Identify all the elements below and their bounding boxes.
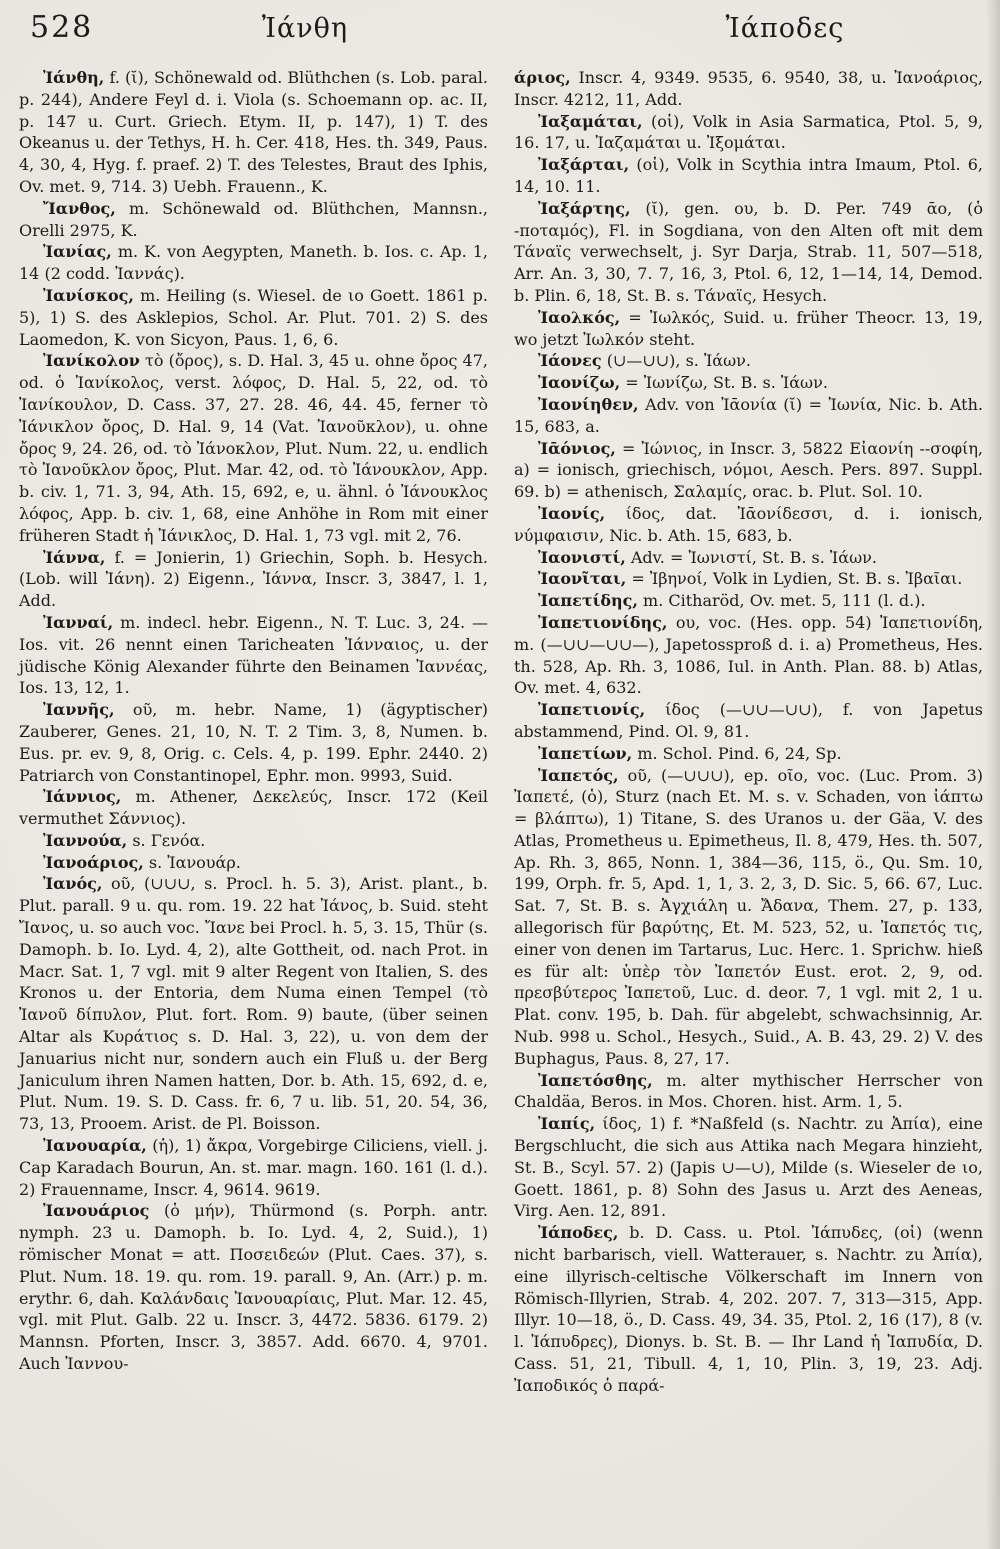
entry-body: ίδος, 1) f. *Naßfeld (s. Nachtr. zu Ἀπία), eine Bergschlucht, die sich aus Attika nach Megara hinzieht, St. B., Scyl. 57. 2) (Japis ∪—∪), Milde (s. Wieseler de ιο, Goett. 1861, p. 8) Sohn des Jasus u. Arzt des Aeneas, Virg. Aen. 12, 891. (514, 1114, 983, 1221)
entry-body: m. Citharöd, Ov. met. 5, 111 (l. d.). (637, 591, 926, 611)
entry-headword: Ἰαονῖται, (538, 569, 627, 589)
entry-headword: Ἰαννούα, (43, 830, 128, 850)
entry-body: οῦ, m. hebr. Name, 1) (ägyptischer) Zauberer, Genes. 21, 10, N. T. 2 Tim. 3, 8, Numen. b. Eus. pr. ev. 9, 8, Orig. c. Cels. 4, p. 199. Ephr. 2440. 2) Patriarch von Constantinopel, Ephr. mon. 9993, Suid. (19, 700, 488, 785)
entry-headword: Ἰαπετιονίς, (538, 700, 646, 720)
entry-headword: Ἰάννα, (43, 547, 106, 567)
entry-body: = Ἰώνιος, in Inscr. 3, 5822 Εἰαονίη --σοφίη, a) = ionisch, griechisch, νόμοι, Aesch. Pers. 897. Suppl. 69. b) = athenisch, Σαλαμίς, orac. b. Plut. Sol. 10. (514, 438, 983, 502)
entry-headword: Ἴανθος, (43, 198, 116, 218)
dictionary-entry (514, 154, 983, 198)
entry-body: m. K. von Aegypten, Maneth. b. Ios. c. Ap. 1, 14 (2 codd. Ἰαννάς). (19, 242, 488, 284)
entry-headword: Ἰαπετός, (538, 765, 619, 785)
dictionary-entry (514, 350, 983, 372)
dictionary-entry (514, 1113, 983, 1222)
entry-headword: Ἰανίσκος, (43, 285, 134, 305)
entry-headword: Ἰανουαρία, (43, 1136, 147, 1156)
entry-headword: Ἰανίας, (43, 242, 112, 262)
entry-headword: Ἰανός, (43, 874, 103, 894)
dictionary-entry (514, 503, 983, 547)
entry-body: (ὁ μήν), Thürmond (s. Porph. antr. nymph. 23 u. Damoph. b. Io. Lyd. 4, 2, Suid.), 1) römischer Monat = att. Ποσειδεών (Plut. Caes. 37), s. Plut. Num. 18. 19. qu. rom. 19. parall. 9, An. (Arr.) p. m. erythr. 6, dah. Καλάνδαις Ἰανουαρίαις, Plut. Mar. 12. 45, vgl. mit Plut. Galb. 22 u. Inscr. 3, 4472. 5836. 6179. 2) Mannsn. Pforten, Inscr. 3, 3857. Add. 6670. 4, 9701. Auch Ἰαννου- (19, 1201, 488, 1374)
dictionary-entry (19, 547, 488, 612)
page-body (0, 45, 1000, 1397)
entry-headword: Ἰαπίς, (538, 1114, 596, 1134)
entry-headword: Ἰαπετίων, (538, 743, 633, 763)
dictionary-entry (514, 372, 983, 394)
dictionary-entry (514, 743, 983, 765)
dictionary-entry (514, 394, 983, 438)
dictionary-entry (514, 307, 983, 351)
entry-body: οῦ, (∪∪∪, s. Procl. h. 5. 3), Arist. plant., b. Plut. parall. 9 u. qu. rom. 19. 22 hat Ἰάνος, b. Suid. steht Ἴανος, u. so auch voc. Ἴανε bei Procl. h. 5, 3. 15, Thür (s. Damoph. b. Io. Lyd. 4, 2), alte Gottheit, od. nach Prot. in Macr. Sat. 1, 7 vgl. mit 9 alter Regent von Italien, S. des Kronos u. der Entoria, dem Numa einen Tempel (τὸ Ἰανοῦ δίπυλον, Plut. fort. Rom. 9) baute, (über seinen Altar als Κυράτιος s. D. Hal. 3, 22), u. von dem der Januarius nicht nur, sondern auch ein Fluß u. der Berg Janiculum ihren Namen hatten, Dor. b. Ath. 15, 692, d. e, Plut. Num. 19. S. D. Cass. fr. 6, 7 u. lib. 51, 20. 54, 36, 73, 13, Prooem. Arist. de Pl. Boisson. (19, 874, 488, 1134)
entry-body: m. Schol. Pind. 6, 24, Sp. (632, 743, 842, 763)
dictionary-entry (514, 67, 983, 111)
dictionary-entry (19, 198, 488, 242)
entry-headword: άριος, (514, 68, 571, 87)
entry-headword: Ἰαονίζω, (538, 373, 621, 393)
entry-headword: Ἰαονίς, (538, 503, 606, 523)
dictionary-entry (19, 241, 488, 285)
dictionary-entry (514, 612, 983, 699)
right-column (514, 67, 983, 1397)
entry-headword: Ἰαονίηθεν, (538, 394, 639, 414)
dictionary-entry (19, 67, 488, 198)
entry-body: = Ἰωλκός, Suid. u. früher Theocr. 13, 19, wo jetzt Ἰωλκόν steht. (514, 307, 983, 349)
dictionary-entry (19, 699, 488, 786)
entry-body: Inscr. 4, 9349. 9535, 6. 9540, 38, u. Ἰανοάριος, Inscr. 4212, 11, Add. (514, 68, 983, 109)
entry-body: (οἱ), Volk in Scythia intra Imaum, Ptol. 6, 14, 10. 11. (514, 155, 983, 196)
entry-headword: Ἰαννῆς, (43, 700, 115, 720)
entry-headword: Ἰαξάρται, (538, 155, 630, 175)
entry-body: τὸ (ὄρος), s. D. Hal. 3, 45 u. ohne ὄρος 47, od. ὁ Ἰανίκολος, verst. λόφος, D. Hal. 5, 22, od. τὸ Ἰανίκουλον, D. Cass. 37, 27. 28. 46, 44. 45, ferner τὸ Ἰάνικλον ὄρος, D. Hal. 9, 14 (Vat. Ἰανοῦκλον), u. ohne ὄρος 9, 24. 26, od. τὸ Ἰάνοκλον, Plut. Num. 22, u. endlich τὸ Ἰανοῦκλον ὄρος, Plut. Mar. 42, od. τὸ Ἰάνουκλον, App. b. civ. 1, 71. 3, 94, Ath. 15, 692, e, u. ähnl. ὁ Ἰάνουκλος λόφος, App. b. civ. 1, 68, eine Anhöhe in Rom mit einer früheren Stadt ἡ Ἰάνικλος, D. Hal. 1, 73 vgl. mit 2, 76. (19, 351, 488, 545)
entry-body: = Ἰβηνοί, Volk in Lydien, St. B. s. Ἰβαῖαι. (626, 569, 963, 589)
entry-body: f. = Jonierin, 1) Griechin, Soph. b. Hesych. (Lob. will Ἰάνη). 2) Eigenn., Ἰάννα, Inscr. 3, 3847, l. 1, Add. (19, 547, 488, 611)
entry-headword: Ἰανίκολον (43, 351, 140, 371)
running-header (0, 0, 1000, 45)
entry-headword: Ἰαπετίδης, (538, 591, 638, 611)
entry-body: ίδος (—∪∪—∪∪), f. von Japetus abstammend, Pind. Ol. 9, 81. (514, 700, 983, 741)
entry-headword: Ἰάννιος, (43, 787, 122, 807)
dictionary-entry (514, 198, 983, 307)
dictionary-entry (514, 1222, 983, 1396)
dictionary-entry (514, 765, 983, 1070)
entry-body: s. Γενόα. (127, 830, 206, 850)
dictionary-entry (19, 1135, 488, 1200)
entry-headword: Ἰαξάρτης, (538, 198, 631, 218)
entry-headword: Ἰανναί, (43, 612, 114, 632)
entry-body: m. Heiling (s. Wiesel. de ιο Goett. 1861 p. 5), 1) S. des Asklepios, Schol. Ar. Plut. 701. 2) S. des Laomedon, K. von Sicyon, Paus. 1, 6, 6. (19, 285, 488, 349)
dictionary-entry (19, 285, 488, 350)
entry-headword: Ἰαξαμάται, (538, 111, 643, 131)
entry-body: (οἱ), Volk in Asia Sarmatica, Ptol. 5, 9, 16. 17, u. Ἰαζαμάται u. Ἰξομάται. (514, 111, 983, 153)
dictionary-entry (514, 568, 983, 590)
entry-headword: Ἰανοάριος, (43, 852, 144, 872)
dictionary-entry (514, 699, 983, 743)
entry-body: m. Schönewald od. Blüthchen, Mannsn., Orelli 2975, K. (19, 198, 488, 240)
entry-headword: Ἰαονιστί, (538, 547, 626, 567)
dictionary-entry (514, 111, 983, 155)
dictionary-entry (514, 1070, 983, 1114)
entry-headword: Ἰάποδες, (538, 1223, 619, 1243)
entry-headword: Ἰανουάριος (43, 1201, 150, 1221)
left-column (19, 67, 488, 1397)
entry-body: f. (ῐ), Schönewald od. Blüthchen (s. Lob. paral. p. 244), Andere Feyl d. i. Viola (s. Schoemann op. ac. II, p. 147 u. Curt. Griech. Etym. II, p. 147), 1) T. des Okeanus u. der Tethys, H. h. Cer. 418, Hes. th. 349, Paus. 4, 30, 4, Hyg. f. praef. 2) T. des Telestes, Braut des Iphis, Ov. met. 9, 714. 3) Uebh. Frauenn., K. (19, 68, 488, 196)
dictionary-entry (19, 350, 488, 546)
page-number: 528 (30, 10, 94, 45)
entry-body: b. D. Cass. u. Ptol. Ἰάπυδες, (οἱ) (wenn nicht barbarisch, viell. Watterauer, s. Nachtr. zu Ἀπία), eine illyrisch-celtische Völkerschaft im Innern von Römisch-Illyrien, Strab. 4, 202. 207. 7, 313—315, App. Illyr. 10—18, ö., D. Cass. 49, 34. 35, Ptol. 2, 16 (17), 8 (v. l. Ἰάπυδρες), Dionys. b. St. B. — Ihr Land ἡ Ἰαπυδία, D. Cass. 51, 21, Tibull. 4, 1, 10, Plin. 3, 19, 23. Adj. Ἰαποδικός ὁ παρά- (514, 1223, 983, 1395)
entry-body: (ἡ), 1) ἄκρα, Vorgebirge Ciliciens, viell. j. Cap Karadach Bourun, An. st. mar. magn. 160. 161 (l. d.). 2) Frauenname, Inscr. 4, 9614. 9619. (19, 1136, 488, 1199)
dictionary-entry (19, 852, 488, 874)
entry-headword: Ἰαολκός, (538, 307, 621, 327)
dictionary-entry (19, 1200, 488, 1374)
entry-body: s. Ἰανουάρ. (143, 852, 241, 872)
entry-body: m. Athener, Δεκελεύς, Inscr. 172 (Keil vermuthet Σάννιος). (19, 787, 488, 829)
dictionary-entry (19, 830, 488, 852)
entry-headword: Ἰάνθη, (43, 68, 105, 87)
dictionary-entry (19, 786, 488, 830)
entry-headword: Ἰαπετιονίδης, (538, 612, 668, 632)
entry-body: οῦ, (—∪∪∪), ep. οῖο, voc. (Luc. Prom. 3) Ἰαπετέ, (ὁ), Sturz (nach Et. M. s. v. Schaden, von ἰάπτω = βλάπτω), 1) Titane, S. des Uranos u. der Gäa, V. des Atlas, Prometheus u. Epimetheus, Il. 8, 479, Hes. th. 507, Ap. Rh. 3, 865, Nonn. 1, 384—36, 115, ö., Qu. Sm. 10, 199, Orph. fr. 5, Apd. 1, 1, 3. 2, 3, D. Sic. 5, 66. 67, Luc. Sat. 7, St. B. s. Ἀγχιάλη u. Ἄδανα, Them. 27, p. 133, allegorisch für βαρύτης, Et. M. 523, 52, u. Ἰαπετός τις, einer von denen im Tartarus, Luc. Herc. 1. Sprichw. hieß es für alt: ὑπὲρ τὸν Ἰαπετόν Eust. erot. 2, 9, od. πρεσβύτερος Ἰαπετοῦ, Luc. d. deor. 7, 1 vgl. mit 2, 1 u. Plat. conv. 195, b. Dah. für abgelebt, schwachsinnig, Ar. Nub. 998 u. Schol., Hesych., Suid., A. B. 43, 29. 2) V. des Buphagus, Paus. 8, 27, 17. (514, 765, 983, 1068)
dictionary-entry (514, 547, 983, 569)
dictionary-entry (19, 612, 488, 699)
dictionary-entry (514, 438, 983, 503)
entry-body: (ῐ), gen. ου, b. D. Per. 749 ᾱο, (ὁ -ποταμός), Fl. in Sogdiana, von den Alten oft mit dem Τάναϊς verwechselt, j. Syr Darja, Strab. 11, 507—518, Arr. An. 3, 30, 7. 7, 16, 3, Ptol. 6, 12, 1—14, 14, Demod. b. Plin. 6, 18, St. B. s. Τάναϊς, Hesych. (514, 198, 983, 305)
entry-body: ίδος, dat. Ἰᾱονίδεσσι, d. i. ionisch, νύμφαισιν, Nic. b. Ath. 15, 683, b. (514, 503, 983, 545)
entry-body: ου, voc. (Hes. opp. 54) Ἰαπετιονίδη, m. (—∪∪—∪∪—), Japetossproß d. i. a) Prometheus, Hes. th. 528, Ap. Rh. 3, 1086, Iul. in Anth. Plan. 88. b) Atlas, Ov. met. 4, 632. (514, 612, 983, 698)
entry-body: m. indecl. hebr. Eigenn., N. T. Luc. 3, 24. — Ios. vit. 26 nennt einen Taricheaten Ἰάνναιος, u. der jüdische König Alexander führte den Beinamen Ἰαννέας, Ios. 13, 12, 1. (19, 612, 488, 698)
dictionary-entry (19, 873, 488, 1135)
entry-body: Adv. von Ἰᾱονία (ῐ) = Ἰωνία, Nic. b. Ath. 15, 683, a. (514, 394, 983, 436)
running-head-right: Ἰάποδες (725, 13, 845, 44)
entry-headword: Ἰαπετόσθης, (538, 1070, 653, 1090)
entry-body: (∪—∪∪), s. Ἰάων. (601, 351, 751, 371)
entry-body: m. alter mythischer Herrscher von Chaldäa, Beros. in Mos. Choren. hist. Arm. 1, 5. (514, 1070, 983, 1112)
dictionary-entry (514, 590, 983, 612)
entry-headword: Ἰάονες (538, 351, 602, 371)
entry-body: = Ἰωνίζω, St. B. s. Ἰάων. (620, 373, 828, 393)
running-head-left: Ἰάνθη (261, 13, 349, 44)
entry-headword: Ἰᾱόνιος, (538, 438, 616, 458)
entry-body: Adv. = Ἰωνιστί, St. B. s. Ἰάων. (625, 547, 877, 567)
